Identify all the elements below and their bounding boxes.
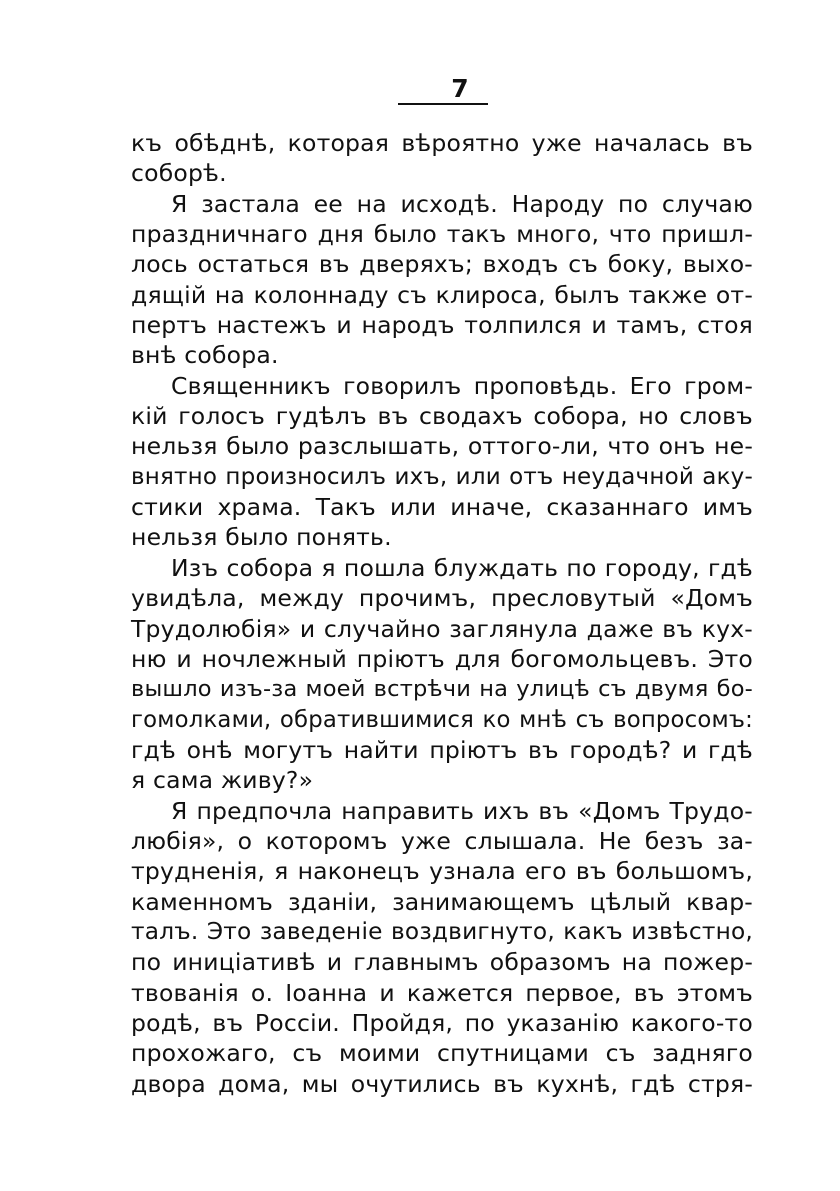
text-line: внятно произносилъ ихъ, или отъ неудачной аку- — [131, 463, 753, 490]
text-line: гомолками, обратившимися ко мнѣ съ вопросомъ: — [131, 706, 753, 733]
text-line: прохожаго, съ моими спутницами съ задняго — [131, 1039, 753, 1068]
text-line: твованія о. Іоанна и кажется первое, въ этомъ — [131, 978, 753, 1007]
text-line: родѣ, въ Россіи. Пройдя, по указанію какого-то — [131, 1008, 753, 1037]
text-line: кій голосъ гудѣлъ въ сводахъ собора, но словъ — [131, 402, 753, 431]
text-line: вышло изъ-за моей встрѣчи на улицѣ съ двумя бо- — [131, 676, 753, 703]
text-line: двора дома, мы очутились въ кухнѣ, гдѣ стря- — [131, 1069, 753, 1098]
text-line: къ обѣднѣ, которая вѣроятно уже началась въ — [131, 129, 753, 157]
text-line: каменномъ зданіи, занимающемъ цѣлый квар- — [131, 887, 753, 916]
text-line: по иниціативѣ и главнымъ образомъ на пожер- — [131, 948, 753, 977]
text-line: внѣ собора. — [131, 341, 279, 370]
text-line: соборѣ. — [131, 159, 227, 188]
text-line: трудненія, я наконецъ узнала его въ большомъ, — [131, 857, 753, 886]
text-line: Я предпочла направить ихъ въ «Домъ Трудо- — [171, 796, 753, 825]
text-line: лось остаться въ дверяхъ; входъ съ боку, выхо- — [131, 250, 753, 279]
text-line: гдѣ онѣ могутъ найти пріютъ въ городѣ? и гдѣ — [131, 735, 753, 764]
page-number-rule — [398, 103, 488, 105]
text-line: праздничнаго дня было такъ много, что пришл- — [131, 220, 753, 249]
text-line: стики храма. Такъ или иначе, сказаннаго имъ — [131, 493, 753, 522]
text-line: Я застала ее на исходѣ. Народу по случаю — [171, 189, 753, 218]
text-line: я сама живу?» — [131, 766, 314, 795]
text-line: талъ. Это заведеніе воздвигнуто, какъ извѣстно, — [131, 917, 753, 945]
text-line: Священникъ говорилъ проповѣдь. Его гром- — [171, 371, 753, 400]
text-line: ню и ночлежный пріютъ для богомольцевъ. Это — [131, 644, 753, 673]
text-line: дящій на колоннаду съ клироса, былъ также от- — [131, 280, 753, 309]
text-line: Изъ собора я пошла блуждать по городу, гдѣ — [171, 553, 753, 582]
text-line: любія», о которомъ уже слышала. Не безъ за- — [131, 826, 753, 855]
text-line: пертъ настежъ и народъ толпился и тамъ, стоя — [131, 311, 753, 340]
page-number: 7 — [451, 74, 469, 103]
text-line: Трудолюбія» и случайно заглянула даже въ кух- — [131, 614, 753, 643]
text-line: увидѣла, между прочимъ, пресловутый «Домъ — [131, 584, 753, 613]
text-line: нельзя было понять. — [131, 523, 392, 552]
text-line: нельзя было разслышать, оттого-ли, что онъ не- — [131, 432, 753, 461]
body-text — [131, 128, 753, 1099]
